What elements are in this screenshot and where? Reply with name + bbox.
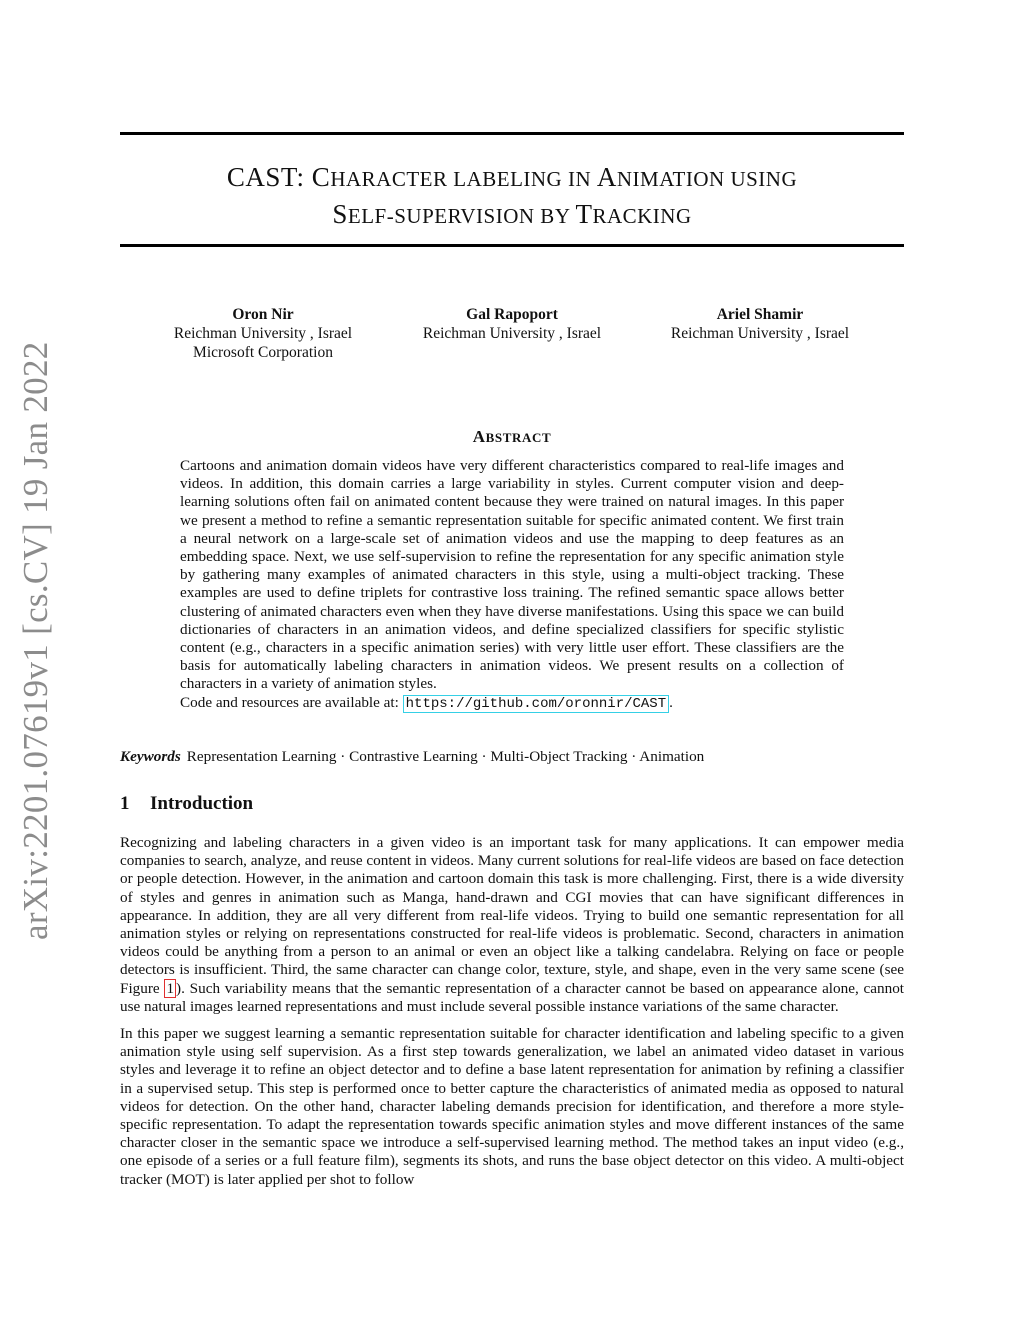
section-number: 1 — [120, 793, 130, 814]
author-affiliation: Reichman University , Israel — [173, 325, 353, 342]
title-segment: S — [332, 199, 348, 229]
abstract-body — [180, 457, 844, 713]
author-name: Gal Rapoport — [466, 306, 558, 323]
author-affiliation: Reichman University , Israel — [422, 325, 602, 342]
paragraph: In this paper we suggest learning a semantic representation suitable for character identification and labeling specific to a given animation style using self supervision. As a first step towards generalization, we label an animated video dataset in various styles and leverage it to refine an object detector and to define a base latent representation for animation by refining a classifier in a supervised setup. This step is performed once to better capture the characteristics of animated media as opposed to natural videos for detection. On the other hand, character labeling demands precision for identification, and therefore a more style-specific representation. To adapt the representation towards specific animation styles and move different instances of the same character closer in the semantic space we introduce a self-supervised learning method. The method takes an input video (e.g., one episode of a series or a full feature film), segments its shots, and runs the base object detector on this video. A multi-object tracker (MOT) is later applied per shot to follow — [120, 1025, 904, 1188]
code-prefix: Code and resources are available at: — [180, 693, 403, 711]
code-repository-link[interactable]: https://github.com/oronnir/CAST — [403, 695, 669, 713]
arxiv-identifier-stamp: arXiv:2201.07619v1 [cs.CV] 19 Jan 2022 — [16, 341, 55, 940]
title-segment: HARACTER LABELING IN — [330, 167, 597, 191]
title-segment: NIMATION USING — [616, 167, 798, 191]
title-segment: T — [575, 199, 593, 229]
title-top-rule — [120, 132, 904, 135]
keywords-label: Keywords — [120, 748, 181, 765]
author-block-2 — [402, 305, 622, 343]
paragraph — [120, 834, 904, 1016]
code-suffix: . — [669, 693, 673, 711]
author-block-1 — [153, 305, 373, 362]
title-segment: CAST: C — [226, 162, 331, 192]
section-title: Introduction — [150, 793, 254, 814]
abstract-heading-rest: BSTRACT — [485, 430, 552, 445]
keywords-list: Representation Learning · Contrastive Learning · Multi-Object Tracking · Animation — [186, 748, 705, 765]
keywords-line — [120, 748, 904, 766]
author-affiliation: Reichman University , Israel — [670, 325, 850, 342]
paragraph-text: Recognizing and labeling characters in a given video is an important task for many applications. It can empower media companies to search, analyze, and reuse content in videos. Many current solutions for real-life videos are based on face detection or people detection. However, in the animation and cartoon domain this task is more challenging. First, there is a wide diversity of styles and genres in animation such as Manga, hand-drawn and CGI movies that can have significant differences in appearance. In addition, they are all very different from real-life videos. Trying to build one semantic representation for all animation styles or relying on representations constructed for real-life videos is problematic. Second, characters in animation videos could be anything from a person to an animal or even an object like a talking candelabra. Relying on face or people detectors is insufficient. Third, the same character can change color, texture, style, and shape, even in the very same scene (see Figure — [120, 834, 904, 997]
title-segment: A — [596, 162, 617, 192]
title-segment: ELF-SUPERVISION BY — [347, 204, 576, 228]
section-heading — [120, 793, 253, 815]
title-line-1 — [120, 160, 904, 197]
title-bottom-rule — [120, 244, 904, 247]
paragraph-text: ). Such variability means that the semantic representation of a character cannot be based on appearance alone, cannot use natural images learned representations and must include several possible instance variations of the same character. — [120, 979, 905, 1015]
code-availability-line — [180, 694, 844, 713]
abstract-heading-initial: A — [472, 427, 486, 446]
abstract-heading — [120, 427, 904, 447]
author-affiliation: Microsoft Corporation — [193, 344, 333, 361]
abstract-text: Cartoons and animation domain videos have very different characteristics compared to real-life images and videos. In addition, this domain carries a large variability in styles. Current computer vision and deep-learning solutions often fail on animated content because they were trained on natural images. In this paper we present a method to refine a semantic representation suitable for specific animated content. We first train a neural network on a large-scale set of animation videos and use the mapping to deep features as an embedding space. Next, we use self-supervision to refine the representation for any specific animation style by gathering many examples of animated characters in this style, using a multi-object tracking. These examples are used to define triplets for contrastive loss training. The refined semantic space allows better clustering of animated characters even when they have diverse manifestations. Using this space we can build dictionaries of characters in an animation videos, and define specialized classifiers for specific stylistic content (e.g., characters in a specific animation series) with very little user effort. These classifiers are the basis for automatically labeling characters in animation videos. We present results on a collection of characters in a variety of animation styles. — [180, 457, 844, 693]
paper-title — [120, 160, 904, 234]
author-block-3 — [650, 305, 870, 343]
title-segment: RACKING — [592, 204, 692, 228]
author-name: Oron Nir — [232, 306, 294, 323]
author-name: Ariel Shamir — [716, 306, 804, 323]
introduction-body — [120, 834, 904, 1198]
figure-reference-link[interactable]: 1 — [166, 979, 175, 997]
title-line-2 — [120, 197, 904, 234]
